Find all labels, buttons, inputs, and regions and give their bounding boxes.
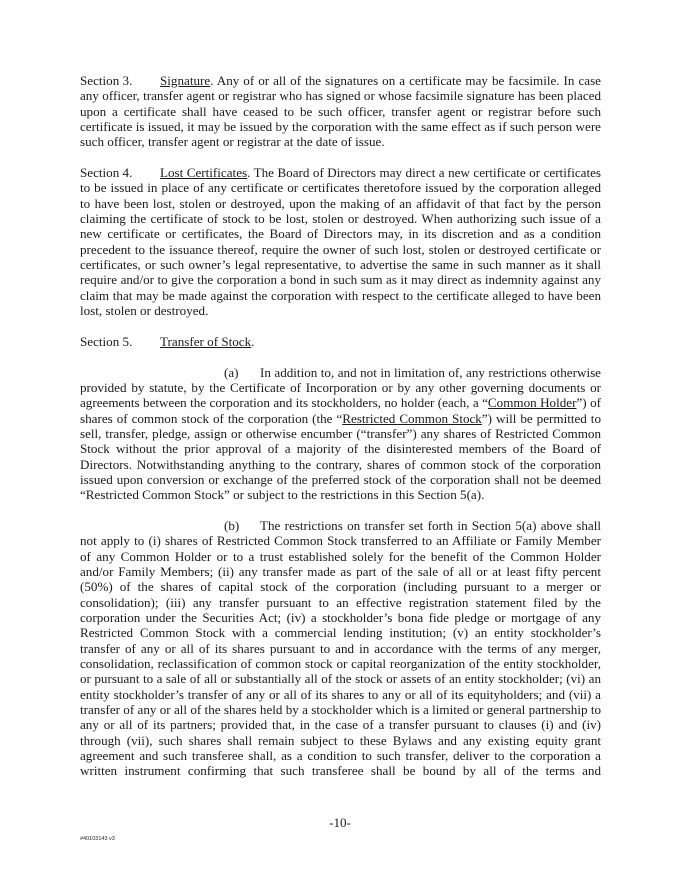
- subsection-text: ”) will be permitted to sell, transfer, pledge, assign or otherwise encumber (“transfer”) any shares of Restricted Common Stock without the prior approval of a majority of the disinterested members of the Board of Directors. Notwithstanding anything to the contrary, shares of common stock of the corporation issued upon conversion or exchange of the preferred stock of the corporation shall not be deemed “Restricted Common Stock” or subject to the restrictions in this Section 5(a).: [80, 410, 601, 503]
- document-id: #40103143 v3: [80, 836, 115, 842]
- section-body: . Any of or all of the signatures on a certificate may be facsimile. In case any officer, transfer agent or registrar who has signed or whose facsimile signature has been placed upon a certificate shall have ceased to be such officer, transfer agent or registrar before such certificate is issued, it may be issued by the corporation with the same effect as if such person were such officer, transfer agent or registrar at the date of issue.: [80, 73, 601, 150]
- document-page: [80, 73, 601, 794]
- section-5b: [80, 518, 601, 779]
- section-5-heading-line: [80, 334, 601, 349]
- subsection-label: (b): [224, 517, 240, 533]
- section-4: [80, 165, 601, 318]
- section-number: Section 3.: [80, 73, 133, 88]
- section-number: Section 4.: [80, 165, 133, 181]
- section-number: Section 5.: [80, 333, 133, 349]
- defined-term-common-holder: Common Holder: [487, 395, 577, 411]
- section-heading: Signature: [160, 73, 211, 88]
- section-3: [80, 73, 601, 150]
- page-number: -10-: [329, 815, 351, 830]
- defined-term-restricted-common-stock: Restricted Common Stock: [342, 410, 482, 426]
- section-5a: [80, 365, 601, 503]
- section-heading: Lost Certificates: [160, 165, 248, 181]
- subsection-text: ”) of shares of common stock of the corporation (the “: [80, 395, 601, 426]
- heading-period: .: [251, 333, 255, 349]
- subsection-text: The restrictions on transfer set forth in Section 5(a) above shall not apply to (i) shares of Restricted Common Stock transferred to an Affiliate or Family Member of any Common Holder or to a trust established solely for the benefit of the Common Holder and/or Family Members; (ii) any transfer made as part of the sale of all or at least fifty percent (50%) of the shares of capital stock of the corporation (including pursuant to a merger or consolidation); (iii) any transfer pursuant to an effective registration statement filed by the corporation under the Securities Act; (iv) a stockholder’s bona fide pledge or mortgage of any Restricted Common Stock with a commercial lending institution; (v) an entity stockholder’s transfer of any or all of its shares pursuant to and in accordance with the terms of any merger, consolidation, reclassification of common stock or capital reorganization of the entity stockholder, or pursuant to a sale of all or substantially all of the stock or assets of an entity stockholder; (vi) an entity stockholder’s transfer of any or all of its shares to any or all of its equityholders; and (vii) a transfer of any or all of the shares held by a stockholder which is a limited or general partnership to any or all of its partners; provided that, in the case of a transfer pursuant to clauses (i) and (iv) through (vii), such shares shall remain subject to these Bylaws and any existing equity grant agreement and such transferee shall, as a condition to such transfer, deliver to the corporation a written instrument confirming that such transferee shall be bound by all of the terms and: [80, 517, 601, 779]
- subsection-label: (a): [224, 364, 239, 380]
- section-body: . The Board of Directors may direct a new certificate or certificates to be issued in place of any certificate or certificates theretofore issued by the corporation alleged to have been lost, stolen or destroyed, upon the making of an affidavit of that fact by the person claiming the certificate of stock to be lost, stolen or destroyed. When authorizing such issue of a new certificate or certificates, the Board of Directors may, in its discretion and as a condition precedent to the issuance thereof, require the owner of such lost, stolen or destroyed certificate or certificates, or such owner’s legal representative, to advertise the same in such manner as it shall require and/or to give the corporation a bond in such sum as it may direct as indemnity against any claim that may be made against the corporation with respect to the certificate alleged to have been lost, stolen or destroyed.: [80, 165, 601, 319]
- section-heading: Transfer of Stock: [160, 333, 252, 349]
- subsection-text: In addition to, and not in limitation of, any restrictions otherwise provided by statute, by the Certificate of Incorporation or by any other governing documents or agreements between the corporation and its stockholders, no holder (each, a “: [80, 364, 601, 411]
